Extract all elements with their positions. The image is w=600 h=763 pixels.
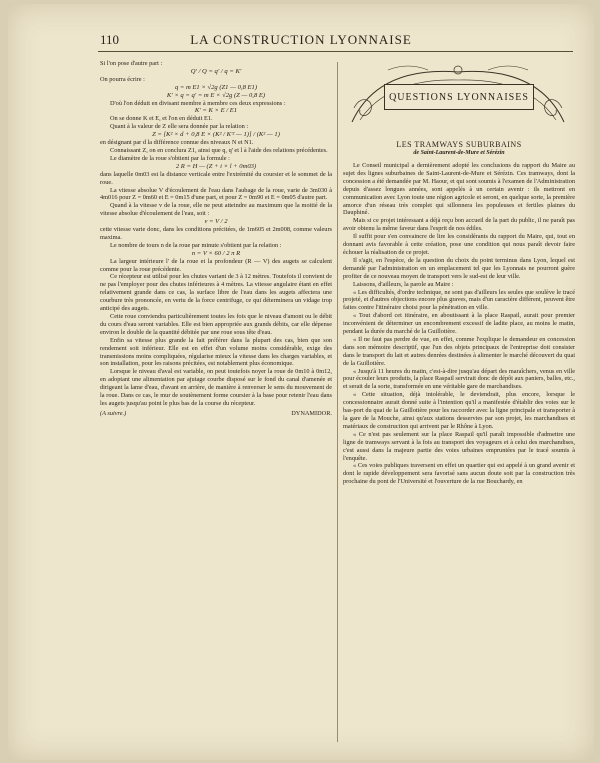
paragraph: La largeur intérieure l' de la roue et la profondeur (R — V) des augets se calculent comme pour la roue précédente. xyxy=(100,257,332,273)
formula: K' = K × E / E1 xyxy=(194,107,238,115)
right-column xyxy=(343,162,575,486)
paragraph: Le diamètre de la roue s'obtient par la formule : xyxy=(110,154,230,162)
paragraph: On se donne K et E, et l'on en déduit E1. xyxy=(110,115,213,123)
section-title: LES TRAMWAYS SUBURBAINS xyxy=(396,140,522,149)
paragraph: « Ce n'est pas seulement sur la place Raspail qu'il paraît impossible d'admettre une ligne de tramways servant à la fois au transport des voyageurs et à celui des marchandises, c'est aussi dans la majeure partie des voies urbaines empruntées par le tracé soumis à l'enquête. xyxy=(343,430,575,462)
paragraph: « Cette situation, déjà intolérable, le deviendrait, plus encore, lorsque le concessionnaire aurait donné suite à l'intention qu'il a manifestée d'établir des voies sur le bas-port du quai de la Guillotière pour les raccorder avec la ligne principale et transporter à la gare de la Mouche, ainsi qu'aux stations desservies par son projet, les marchandises et matériaux de construction qui arrivent par le Rhône à Lyon. xyxy=(343,391,575,430)
paragraph: Le nombre de tours n de la roue par minute s'obtient par la relation : xyxy=(110,241,282,249)
paragraph: Cette roue conviendra particulièrement toutes les fois que le niveau d'amont ou le débit du cours d'eau seront variables. Elle est bien appropriée aux grands débits, car elle dépense environ le double de la quantité débitée par une roue sous tête d'eau. xyxy=(100,313,332,336)
column-divider xyxy=(337,62,338,742)
header-rule xyxy=(98,51,573,52)
paragraph: Ce récepteur est utilisé pour les chutes variant de 3 à 12 mètres. Toutefois il convient de ne pas l'employer pour des chutes inférieures à 4 mètres. La vitesse angulaire étant en effet relativement grande dans ce cas, la surface libre de l'eau dans les augets affectera une courbure très prononcée, en vertu de la force centrifuge, ce qui déterminera un vidage trop anticipé des augets. xyxy=(100,273,332,313)
formula: q = m E1 × √2g (Z1 — 0,8 E1) xyxy=(174,83,258,91)
paragraph: Lorsque le niveau d'aval est variable, on peut toutefois noyer la roue de 0m10 à 0m12, en adoptant une alimentation par ajutage courbe disposé sur le fond du canal d'amenée et dirigeant la lame d'eau, d'avant en arrière, de manière à renverser le sens du mouvement de la roue. Dans ce cas, le mur de soutènement forme coursier à la base pour retenir l'eau dans les augets jusqu'au point le plus bas de la course du récepteur. xyxy=(100,368,332,407)
paragraph: « Ces voies publiques traversent en effet un quartier qui est appelé à un grand avenir et dont le rapide développement sera favorisé sans aucun doute soit par la construction très prochaine du pont de l'Université et l'ouverture de la rue Bouchardy, en xyxy=(343,462,575,486)
article-footer xyxy=(100,410,332,418)
paragraph: Il suffit pour s'en convaincre de lire les considérants du rapport du Maire, qui, tout en donnant avis favorable à cette création, pose une condition qui nous paraît devoir faire échouer la réalisation de ce projet. xyxy=(343,233,575,256)
paragraph: « Tout d'abord cet itinéraire, en aboutissant à la place Raspail, aurait pour premier inconvénient de déterminer un encombrement excessif de ladite place, au moins le matin, pendant la durée du marché de la Guillotière. xyxy=(343,312,575,336)
banner-title: QUESTIONS LYONNAISES xyxy=(384,84,534,110)
formula: n = V × 60 / 2 π R xyxy=(191,249,241,257)
paragraph: Quand à la vitesse v de la roue, elle ne peut atteindre au maximum que la moitié de la vitesse absolue d'écoulement de l'eau, soit : xyxy=(100,202,332,218)
to-be-continued: (A suivre.) xyxy=(100,409,127,417)
paragraph: cette vitesse varie donc, dans les conditions précitées, de 1m605 et 2m008, comme valeurs maxima. xyxy=(100,226,332,241)
journal-title: LA CONSTRUCTION LYONNAISE xyxy=(190,32,412,47)
section-subtitle: de Saint-Laurent-de-Mure et Sérézin xyxy=(413,150,505,156)
paragraph: Laissons, d'ailleurs, la parole au Maire : xyxy=(353,280,454,288)
formula: Z = [K² × d + 0,8 E × (K² / K'² — 1)] / (K² — 1) xyxy=(152,131,280,139)
paragraph: en désignant par d la différence connue des niveaux N et N1. xyxy=(100,139,254,147)
paragraph: Connaissant Z, on en conclura Z1, ainsi que q, q' et l à l'aide des relations précédentes. xyxy=(110,146,328,154)
paragraph: On pourra écrire : xyxy=(100,75,145,83)
paragraph: La vitesse absolue V d'écoulement de l'eau dans l'aubage de la roue, varie de 3m030 à 4m016 pour Z = 0m60 et E = 0m15 d'une part, et pour Z = 0m90 et E = 0m05 d'autre part. xyxy=(100,186,332,202)
formula: v = V / 2 xyxy=(204,218,228,226)
formula: Q' / Q = q' / q = K' xyxy=(190,67,242,75)
left-column xyxy=(100,60,332,418)
formula: K' × q = q' = m E × √2g (Z — 0,8 E) xyxy=(166,91,266,99)
paragraph: « Il ne faut pas perdre de vue, en effet, comme l'explique le demandeur en concession dans son mémoire descriptif, que l'un des objets principaux de l'entreprise doit consister dans le transport du lait et autres denrées destinées à alimenter le marché découvert du quai de la Guillotière. xyxy=(343,335,575,367)
author-signature: DYNAMIDOR. xyxy=(291,409,332,417)
formula: 2 R = H — (Z + i × l + 0m03) xyxy=(175,162,257,170)
paragraph: Le Conseil municipal a dernièrement adopté les conclusions du rapport du Maire au sujet des lignes suburbaines de Saint-Laurent-de-Mure et Sérézin. Ces tramways, dont la concession a été demandée par M. Haour, et qui sont soumis à l'examen de l'Administration depuis d'assez longues années, sont appelés à un certain avenir : ils mettront en communication avec Lyon toute une région agricole et seront, en quelque sorte, la première amorce d'un réseau très complet qui sillonnera les populeuses et fertiles plaines du Dauphiné. xyxy=(343,162,575,217)
paragraph: Enfin sa vitesse plus grande la fait préférer dans la plupart des cas, bien que son rendement soit inférieur. Elle est en effet d'un volume moins considérable, exige des transmissions moins compliquées, régularise mieux la vitesse dans les charges variables, et son installation, pour les raisons précitées, est notablement plus économique. xyxy=(100,336,332,368)
paragraph: « Les difficultés, d'ordre technique, ne sont pas d'ailleurs les seules que soulève le tracé projeté, et d'autres objections encore plus graves, mais d'un caractère différent, peuvent être faites contre l'itinéraire choisi pour la pénétration en ville. xyxy=(343,288,575,312)
journal-page xyxy=(8,4,594,760)
paragraph: dans laquelle 0m03 est la distance verticale entre l'extrémité du coursier et le sommet de la roue. xyxy=(100,170,332,186)
paragraph: D'où l'on déduit en divisant membre à membre ces deux expressions : xyxy=(110,99,286,107)
paragraph: Quant à la valeur de Z elle sera donnée par la relation : xyxy=(110,123,249,131)
paragraph: Mais si ce projet intéressant a déjà reçu bon accueil de la part du public, il ne paraît pas avoir obtenu la même faveur dans l'esprit de nos édiles. xyxy=(343,217,575,233)
section-banner xyxy=(348,62,568,128)
paragraph: Si l'on pose d'autre part : xyxy=(100,60,163,67)
paragraph: « Jusqu'à 11 heures du matin, c'est-à-dire jusqu'au départ des maraîchers, venus en ville pour écouler leurs produits, la place Raspail servirait donc de dépôt aux paniers, balles, etc., et serait de la sorte, transformée en une véritable gare de marchandises. xyxy=(343,367,575,391)
page-number: 110 xyxy=(100,32,120,47)
paragraph: Il s'agit, en l'espèce, de la question du choix du point terminus dans Lyon, lequel est demandé par l'administration en un emplacement tel que les Lyonnais ne pourront guère profiter de ce nouveau moyen de transport vers le sud-est de leur ville. xyxy=(343,256,575,280)
